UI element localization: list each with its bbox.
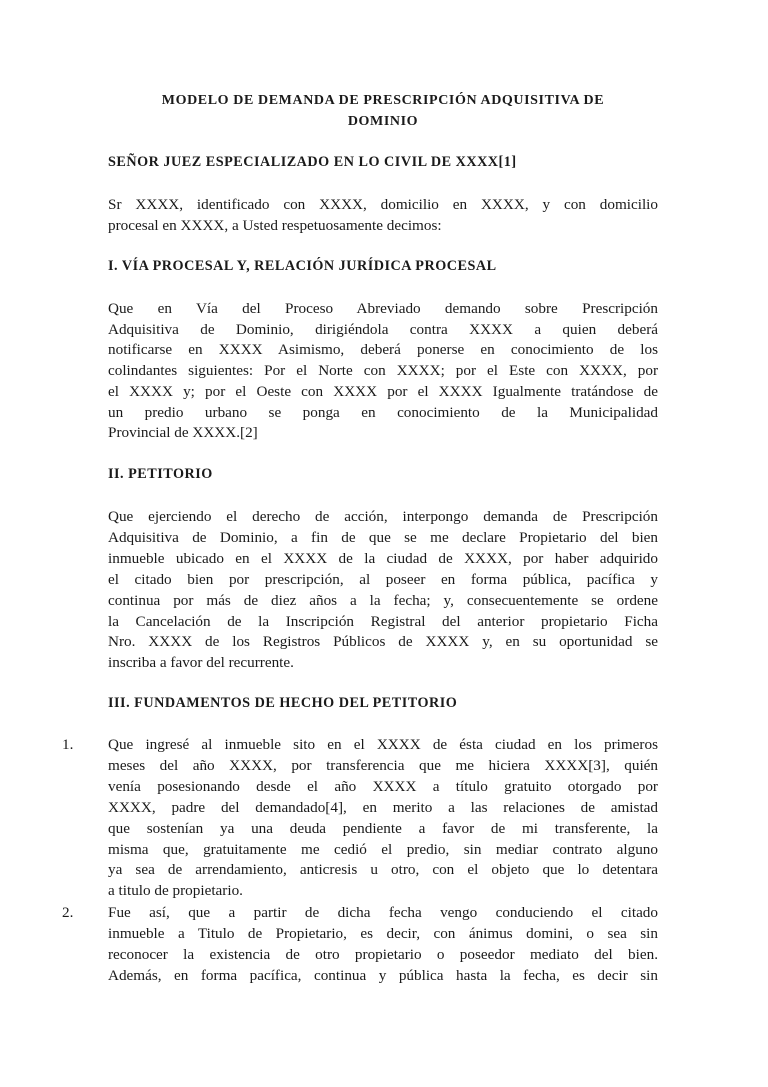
section-1-paragraph-line: colindantes siguientes: Por el Norte con XXXX; por el Este con XXXX, por — [108, 362, 658, 380]
fact-1-line: meses del año XXXX, por transferencia que me hiciera XXXX[3], quién — [108, 756, 658, 774]
fact-1-line: que sostenían ya una deuda pendiente a favor de mi transferente, la — [108, 819, 658, 837]
section-2-paragraph-line: el citado bien por prescripción, al poseer en forma pública, pacífica y — [108, 570, 658, 588]
document-title-line-1: MODELO DE DEMANDA DE PRESCRIPCIÓN ADQUISITIVA DE — [161, 93, 605, 108]
fact-2-line: Fue así, que a partir de dicha fecha vengo conduciendo el citado — [108, 904, 658, 921]
section-2-paragraph-line: Adquisitiva de Dominio, a fin de que se me declare Propietario del bien — [108, 528, 658, 546]
fact-2-line: reconocer la existencia de otro propietario o poseedor mediato del bien. — [108, 945, 658, 963]
fact-1-line: XXXX, padre del demandado[4], en merito a las relaciones de amistad — [108, 798, 658, 816]
list-number-1: 1. — [62, 736, 74, 753]
intro-paragraph-line: procesal en XXXX, a Usted respetuosamente decimos: — [108, 217, 442, 235]
fact-2-line: Además, en forma pacífica, continua y pública hasta la fecha, es decir sin — [108, 966, 658, 984]
section-2-heading: II. PETITORIO — [108, 466, 213, 482]
section-3-heading: III. FUNDAMENTOS DE HECHO DEL PETITORIO — [108, 695, 458, 711]
section-1-paragraph-line: Que en Vía del Proceso Abreviado demando sobre Prescripción — [108, 300, 658, 317]
section-2-paragraph-line: la Cancelación de la Inscripción Registral del anterior propietario Ficha — [108, 612, 658, 630]
section-1-heading: I. VÍA PROCESAL Y, RELACIÓN JURÍDICA PROCESAL — [108, 258, 497, 274]
fact-2-line: inmueble a Titulo de Propietario, es decir, con ánimus domini, o sea sin — [108, 924, 658, 942]
section-1-paragraph-line: Provincial de XXXX.[2] — [108, 424, 258, 442]
intro-paragraph-line: Sr XXXX, identificado con XXXX, domicilio en XXXX, y con domicilio — [108, 196, 658, 213]
fact-1-line: venía posesionando desde el año XXXX a título gratuito otorgado por — [108, 777, 658, 795]
addressee-heading: SEÑOR JUEZ ESPECIALIZADO EN LO CIVIL DE XXXX[1] — [108, 154, 517, 170]
section-2-paragraph-line: inmueble ubicado en el XXXX de la ciudad de XXXX, por haber adquirido — [108, 549, 658, 567]
fact-1-line: misma que, gratuitamente me cedió el predio, sin mediar contrato alguno — [108, 840, 658, 858]
fact-1-line: a titulo de propietario. — [108, 882, 243, 900]
section-1-paragraph-line: Adquisitiva de Dominio, dirigiéndola contra XXXX a quien deberá — [108, 320, 658, 338]
section-2-paragraph-line: inscriba a favor del recurrente. — [108, 654, 294, 672]
section-2-paragraph-line: continua por más de diez años a la fecha; y, consecuentemente se ordene — [108, 591, 658, 609]
section-1-paragraph-line: el XXXX y; por el Oeste con XXXX por el XXXX Igualmente tratándose de — [108, 382, 658, 400]
section-2-paragraph-line: Que ejerciendo el derecho de acción, interpongo demanda de Prescripción — [108, 508, 658, 525]
list-number-2: 2. — [62, 904, 74, 921]
fact-1-line: ya sea de arrendamiento, anticresis u otro, con el objeto que lo detentara — [108, 861, 658, 879]
section-2-paragraph-line: Nro. XXXX de los Registros Públicos de XXXX y, en su oportunidad se — [108, 633, 658, 651]
fact-1-line: Que ingresé al inmueble sito en el XXXX de ésta ciudad en los primeros — [108, 736, 658, 753]
section-1-paragraph-line: un predio urbano se ponga en conocimiento de la Municipalidad — [108, 403, 658, 421]
document-title-line-2: DOMINIO — [347, 114, 419, 129]
section-1-paragraph-line: notificarse en XXXX Asimismo, deberá ponerse en conocimiento de los — [108, 341, 658, 359]
